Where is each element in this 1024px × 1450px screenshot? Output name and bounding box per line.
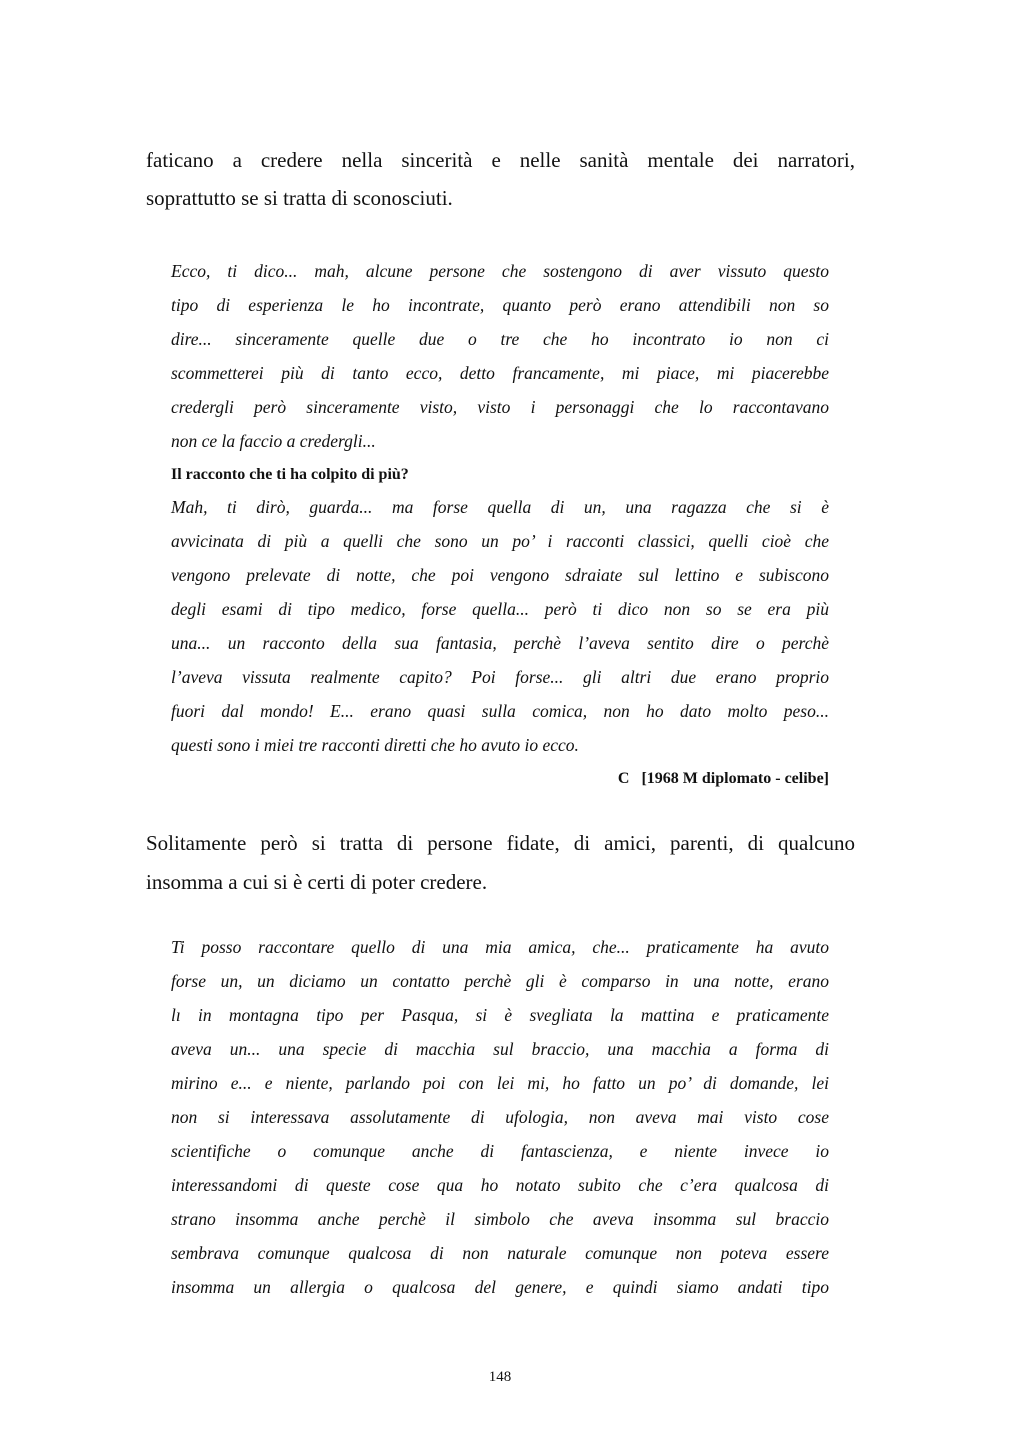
quote-2-line: sembrava comunque qualcosa di non naturale comunque non poteva essere [171, 1243, 829, 1263]
quote-2-line: non si interessava assolutamente di ufologia, non aveva mai visto cose [171, 1107, 829, 1127]
paragraph-1-line: faticano a credere nella sincerità e nelle sanità mentale dei narratori, [146, 148, 855, 172]
citation: C [1968 M diplomato - celibe] [617, 770, 829, 787]
quote-1-line: scommetterei più di tanto ecco, detto francamente, mi piace, mi piacerebbe [171, 363, 829, 383]
quote-1-line: fuori dal mondo! E... erano quasi sulla comica, non ho dato molto peso... [171, 701, 829, 721]
quote-1-line: l’aveva vissuta realmente capito? Poi forse... gli altri due erano proprio [171, 667, 829, 687]
quote-1-line: Mah, ti dirò, guarda... ma forse quella di un, una ragazza che si è [171, 497, 829, 517]
quote-1-line: questi sono i miei tre racconti diretti che ho avuto io ecco. [171, 735, 579, 755]
paragraph-2-line: Solitamente però si tratta di persone fidate, di amici, parenti, di qualcuno [146, 831, 855, 855]
quote-2-line: interessandomi di queste cose qua ho notato subito che c’era qualcosa di [171, 1175, 829, 1195]
quote-1-line: dire... sinceramente quelle due o tre che ho incontrato io non ci [171, 329, 829, 349]
quote-1-line: non ce la faccio a credergli... [171, 431, 376, 451]
interview-question: Il racconto che ti ha colpito di più? [171, 466, 409, 483]
page-number: 148 [488, 1369, 512, 1385]
quote-2-line: scientifiche o comunque anche di fantascienza, e niente invece io [171, 1141, 829, 1161]
quote-2-line: aveva un... una specie di macchia sul braccio, una macchia a forma di [171, 1039, 829, 1059]
quote-1-line: credergli però sinceramente visto, visto i personaggi che lo raccontavano [171, 397, 829, 417]
quote-1-line: vengono prelevate di notte, che poi vengono sdraiate sul lettino e subiscono [171, 565, 829, 585]
quote-1-line: degli esami di tipo medico, forse quella... però ti dico non so se era più [171, 599, 829, 619]
paragraph-1-line: soprattutto se si tratta di sconosciuti. [146, 186, 453, 210]
quote-1-line: Ecco, ti dico... mah, alcune persone che sostengono di aver vissuto questo [171, 261, 829, 281]
quote-2-line: insomma un allergia o qualcosa del genere, e quindi siamo andati tipo [171, 1277, 829, 1297]
quote-1-line: tipo di esperienza le ho incontrate, quanto però erano attendibili non so [171, 295, 829, 315]
quote-2-line: strano insomma anche perchè il simbolo che aveva insomma sul braccio [171, 1209, 829, 1229]
quote-1-line: una... un racconto della sua fantasia, perchè l’aveva sentito dire o perchè [171, 633, 829, 653]
quote-2-line: Ti posso raccontare quello di una mia amica, che... praticamente ha avuto [171, 937, 829, 957]
paragraph-2-line: insomma a cui si è certi di poter credere. [146, 870, 488, 894]
quote-1-line: avvicinata di più a quelli che sono un po’ i racconti classici, quelli cioè che [171, 531, 829, 551]
quote-2-line: lı in montagna tipo per Pasqua, si è svegliata la mattina e praticamente [171, 1005, 829, 1025]
quote-2-line: forse un, un diciamo un contatto perchè gli è comparso in una notte, erano [171, 971, 829, 991]
quote-2-line: mirino e... e niente, parlando poi con lei mi, ho fatto un po’ di domande, lei [171, 1073, 829, 1093]
